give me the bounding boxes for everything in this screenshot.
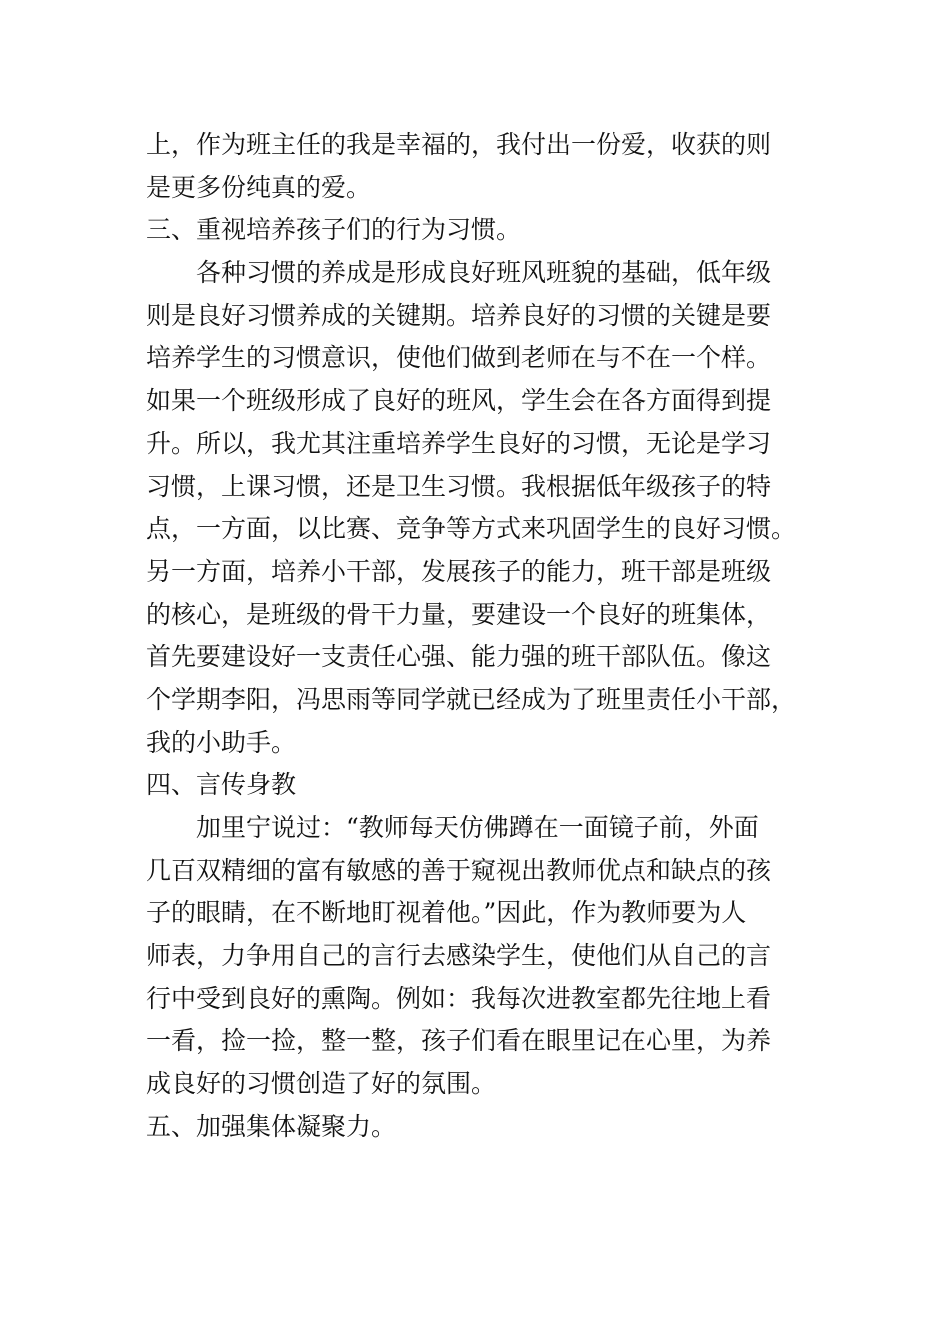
text-line: 习惯，上课习惯，还是卫生习惯。我根据低年级孩子的特: [146, 471, 772, 501]
section-heading: 五、加强集体凝聚力。: [146, 1111, 397, 1141]
text-line: 子的眼睛，在不断地盯视着他。”因此，作为教师要为人: [146, 898, 747, 928]
text-line: 各种习惯的养成是形成良好班风班貌的基础，低年级: [196, 258, 772, 288]
text-line: 则是良好习惯养成的关键期。培养良好的习惯的关键是要: [146, 300, 772, 330]
text-line: 我的小助手。: [146, 727, 297, 757]
text-line: 培养学生的习惯意识，使他们做到老师在与不在一个样。: [146, 343, 772, 373]
section-heading: 四、言传身教: [146, 770, 297, 800]
text-line: 师表，力争用自己的言行去感染学生，使他们从自己的言: [146, 941, 772, 971]
section-heading: 三、重视培养孩子们的行为习惯。: [146, 215, 522, 245]
text-line: 升。所以，我尤其注重培养学生良好的习惯，无论是学习: [146, 428, 772, 458]
text-line: 加里宁说过：“教师每天仿佛蹲在一面镜子前，外面: [196, 813, 759, 842]
text-line: 个学期李阳，冯思雨等同学就已经成为了班里责任小干部，: [146, 684, 797, 714]
text-line: 几百双精细的富有敏感的善于窥视出教师优点和缺点的孩: [146, 855, 772, 885]
text-line: 的核心，是班级的骨干力量，要建设一个良好的班集体，: [146, 599, 772, 629]
text-line: 上，作为班主任的我是幸福的，我付出一份爱，收获的则: [146, 130, 772, 159]
text-line: 成良好的习惯创造了好的氛围。: [146, 1069, 497, 1099]
text-line: 是更多份纯真的爱。: [146, 172, 372, 202]
text-line: 如果一个班级形成了良好的班风，学生会在各方面得到提: [146, 386, 772, 416]
document-body: [146, 124, 806, 1149]
text-line: 另一方面，培养小干部，发展孩子的能力，班干部是班级: [146, 556, 772, 586]
text-line: 首先要建设好一支责任心强、能力强的班干部队伍。像这: [146, 642, 772, 672]
text-line: 点，一方面，以比赛、竞争等方式来巩固学生的良好习惯。: [146, 514, 797, 544]
text-line: 一看，捡一捡，整一整，孩子们看在眼里记在心里，为养: [146, 1026, 772, 1056]
text-line: 行中受到良好的熏陶。例如：我每次进教室都先往地上看: [146, 983, 772, 1013]
